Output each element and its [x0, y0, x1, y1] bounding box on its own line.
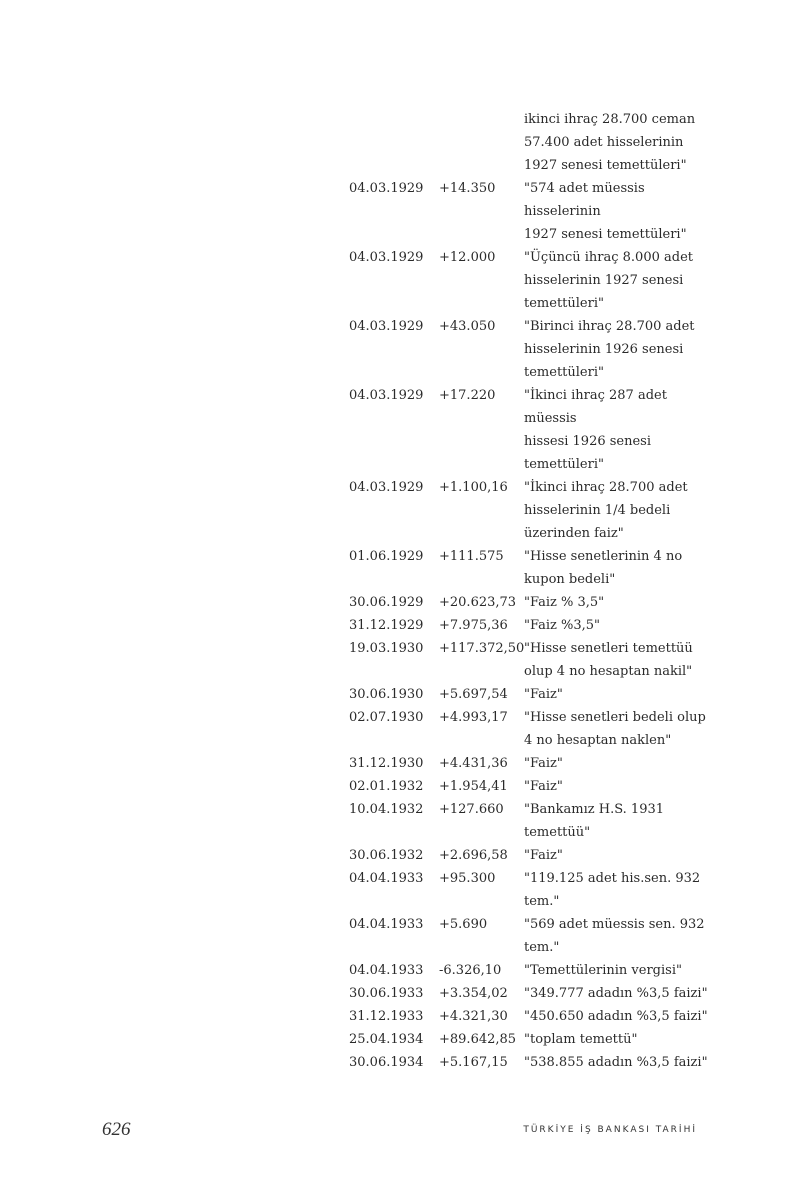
ledger-description: "Bankamız H.S. 1931 temettüü"	[524, 802, 665, 840]
ledger-date: 31.12.1933	[349, 1009, 424, 1024]
ledger-date: 30.06.1934	[349, 1055, 424, 1070]
ledger-description: "Faiz"	[524, 756, 563, 771]
ledger-description: "Faiz"	[524, 687, 563, 702]
ledger-amount: +111.575	[439, 549, 504, 564]
ledger-amount: +3.354,02	[439, 986, 508, 1001]
ledger-amount: +5.167,15	[439, 1055, 508, 1070]
ledger-row	[349, 913, 709, 959]
ledger-row	[349, 384, 709, 476]
ledger-description: "toplam temettü"	[524, 1032, 638, 1047]
ledger-row	[349, 982, 709, 1005]
ledger-date: 19.03.1930	[349, 641, 424, 656]
ledger-date: 01.06.1929	[349, 549, 424, 564]
ledger-row	[349, 1051, 709, 1074]
ledger-description: "Hisse senetleri bedeli olup 4 no hesaptan naklen"	[524, 710, 706, 748]
ledger-date: 30.06.1930	[349, 687, 424, 702]
ledger-row	[349, 844, 709, 867]
ledger-date: 02.07.1930	[349, 710, 424, 725]
ledger-amount: +4.431,36	[439, 756, 508, 771]
ledger-date: 31.12.1929	[349, 618, 424, 633]
ledger-row	[349, 246, 709, 315]
ledger-description: "Temettülerinin vergisi"	[524, 963, 682, 978]
ledger-description: "Üçüncü ihraç 8.000 adet hisselerinin 1927 senesi temettüleri"	[524, 250, 693, 311]
ledger-amount: +127.660	[439, 802, 504, 817]
ledger-amount: +17.220	[439, 388, 496, 403]
ledger-amount: -6.326,10	[439, 963, 502, 978]
ledger-description: "Hisse senetlerinin 4 no kupon bedeli"	[524, 549, 683, 587]
ledger-date: 25.04.1934	[349, 1032, 424, 1047]
ledger-row	[349, 177, 709, 246]
ledger-row	[349, 315, 709, 384]
ledger-amount: +89.642,85	[439, 1032, 517, 1047]
ledger-date: 04.03.1929	[349, 319, 424, 334]
ledger-amount: +12.000	[439, 250, 496, 265]
ledger-row	[349, 591, 709, 614]
page-number: 626	[102, 1119, 131, 1140]
ledger-date: 10.04.1932	[349, 802, 424, 817]
ledger-date: 04.04.1933	[349, 963, 424, 978]
ledger-amount: +117.372,50	[439, 641, 525, 656]
ledger-date: 31.12.1930	[349, 756, 424, 771]
ledger-row	[349, 775, 709, 798]
ledger-description: "İkinci ihraç 287 adet müessis hissesi 1926 senesi temettüleri"	[524, 388, 667, 472]
ledger-amount: +7.975,36	[439, 618, 508, 633]
ledger-amount: +1.100,16	[439, 480, 508, 495]
ledger-date: 30.06.1932	[349, 848, 424, 863]
ledger-date: 30.06.1933	[349, 986, 424, 1001]
ledger-row	[349, 752, 709, 775]
ledger-description: "Faiz"	[524, 779, 563, 794]
ledger-description: "Faiz"	[524, 848, 563, 863]
ledger-amount: +5.697,54	[439, 687, 508, 702]
running-title: TÜRKİYE İŞ BANKASI TARİHİ	[523, 1125, 697, 1135]
ledger-description: "Faiz % 3,5"	[524, 595, 605, 610]
ledger-amount: +43.050	[439, 319, 496, 334]
ledger-amount: +20.623,73	[439, 595, 517, 610]
ledger-row	[349, 706, 709, 752]
ledger-description: "349.777 adadın %3,5 faizi"	[524, 986, 708, 1001]
ledger-amount: +5.690	[439, 917, 488, 932]
ledger-amount: +14.350	[439, 181, 496, 196]
ledger-description: "Hisse senetleri temettüü olup 4 no hesaptan nakil"	[524, 641, 693, 679]
ledger-amount: +2.696,58	[439, 848, 508, 863]
ledger-description: "450.650 adadın %3,5 faizi"	[524, 1009, 708, 1024]
ledger-description: ikinci ihraç 28.700 ceman 57.400 adet hisselerinin 1927 senesi temettüleri"	[524, 112, 696, 173]
ledger-row	[349, 683, 709, 706]
ledger-date: 02.01.1932	[349, 779, 424, 794]
ledger-description: "Birinci ihraç 28.700 adet hisselerinin 1926 senesi temettüleri"	[524, 319, 695, 380]
ledger-row	[349, 476, 709, 545]
ledger-amount: +1.954,41	[439, 779, 508, 794]
ledger-description: "İkinci ihraç 28.700 adet hisselerinin 1/4 bedeli üzerinden faiz"	[524, 480, 688, 541]
ledger-description: "574 adet müessis hisselerinin 1927 senesi temettüleri"	[524, 181, 687, 242]
ledger-date: 04.04.1933	[349, 871, 424, 886]
ledger-row	[349, 1028, 709, 1051]
ledger-row	[349, 798, 709, 844]
ledger-date: 30.06.1929	[349, 595, 424, 610]
ledger-row	[349, 108, 709, 177]
ledger-row	[349, 545, 709, 591]
ledger-amount: +4.993,17	[439, 710, 508, 725]
ledger-row	[349, 1005, 709, 1028]
ledger-description: "Faiz %3,5"	[524, 618, 601, 633]
ledger-amount: +95.300	[439, 871, 496, 886]
ledger-date: 04.03.1929	[349, 388, 424, 403]
ledger-description: "569 adet müessis sen. 932 tem."	[524, 917, 705, 955]
ledger-row	[349, 637, 709, 683]
ledger-date: 04.04.1933	[349, 917, 424, 932]
ledger-row	[349, 867, 709, 913]
ledger-date: 04.03.1929	[349, 181, 424, 196]
ledger-row	[349, 959, 709, 982]
ledger-date: 04.03.1929	[349, 250, 424, 265]
ledger-amount: +4.321,30	[439, 1009, 508, 1024]
ledger-table	[349, 108, 709, 1074]
ledger-description: "119.125 adet his.sen. 932 tem."	[524, 871, 701, 909]
ledger-date: 04.03.1929	[349, 480, 424, 495]
ledger-description: "538.855 adadın %3,5 faizi"	[524, 1055, 708, 1070]
ledger-row	[349, 614, 709, 637]
